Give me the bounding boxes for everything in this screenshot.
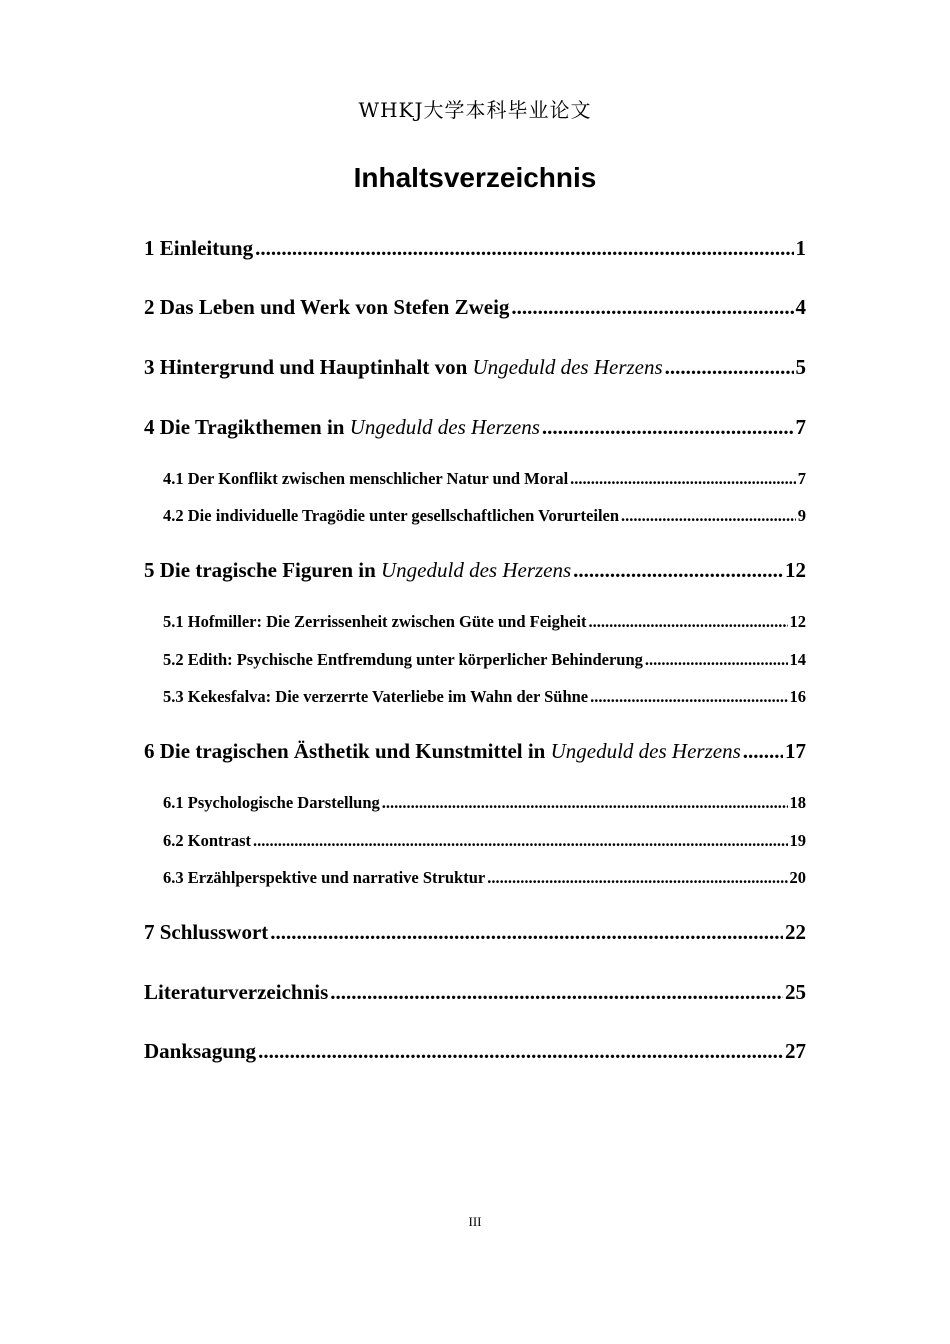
toc-page-number: 9: [797, 506, 806, 525]
toc-entry-title: [144, 295, 509, 320]
toc-page-number: 14: [789, 650, 806, 669]
toc-entry[interactable]: [163, 506, 806, 526]
page-number: III: [468, 1214, 482, 1229]
toc-entry-label: 4.2 Die individuelle Tragödie unter gesellschaftlichen Vorurteilen: [163, 506, 620, 525]
toc-leader-dots: [573, 558, 783, 583]
toc-entry-label: 5 Die tragische Figuren in: [144, 558, 382, 582]
toc-entry-label: 7 Schlusswort: [144, 920, 269, 944]
toc-page-number: 18: [789, 793, 806, 812]
toc-entry-title: [163, 469, 568, 489]
toc-leader-dots: [511, 295, 793, 320]
toc-entry[interactable]: [163, 868, 806, 888]
toc-entry[interactable]: [163, 831, 806, 851]
toc-entry[interactable]: [163, 650, 806, 670]
toc-entry[interactable]: [163, 469, 806, 489]
toc-entry-label: 6.1 Psychologische Darstellung: [163, 793, 380, 812]
toc-leader-dots: [743, 739, 783, 764]
toc-entry-title: [163, 793, 380, 813]
toc-entry-title: [144, 355, 663, 380]
toc-entry-title: [144, 1039, 256, 1064]
toc-entry[interactable]: [144, 1039, 806, 1064]
toc-leader-dots: [570, 469, 796, 489]
toc-entry-label: 1 Einleitung: [144, 236, 254, 260]
toc-entry-label: 6.3 Erzählperspektive und narrative Struktur: [163, 868, 486, 887]
toc-leader-dots: [665, 355, 794, 380]
toc-entry[interactable]: [144, 355, 806, 380]
toc-leader-dots: [330, 980, 783, 1005]
toc-page-number: 4: [795, 295, 806, 319]
toc-leader-dots: [590, 687, 787, 707]
toc-entry-title: [163, 650, 643, 670]
toc-entry-title: [163, 831, 251, 851]
toc-entry[interactable]: [144, 415, 806, 440]
toc-entry[interactable]: [163, 612, 806, 632]
toc-entry-title: [144, 558, 571, 583]
toc-entry-title: [163, 506, 619, 526]
toc-leader-dots: [382, 793, 788, 813]
toc-page-number: 27: [785, 1039, 806, 1063]
toc-entry-title: [144, 920, 268, 945]
toc-entry-label: 5.2 Edith: Psychische Entfremdung unter körperlicher Behinderung: [163, 650, 643, 669]
toc-entry-label: 5.3 Kekesfalva: Die verzerrte Vaterliebe im Wahn der Sühne: [163, 687, 589, 706]
toc-entry-label: 5.1 Hofmiller: Die Zerrissenheit zwischen Güte und Feigheit: [163, 612, 587, 631]
toc-leader-dots: [258, 1039, 783, 1064]
page-title: Inhaltsverzeichnis: [353, 162, 597, 193]
toc-leader-dots: [270, 920, 783, 945]
toc-entry-italic-title: Ungeduld des Herzens: [472, 355, 663, 379]
toc-entry[interactable]: [144, 920, 806, 945]
toc-entry-label: 6.2 Kontrast: [163, 831, 251, 850]
toc-entry-label: Danksagung: [144, 1039, 257, 1063]
toc-entry-label: 3 Hintergrund und Hauptinhalt von: [144, 355, 473, 379]
toc-entry-italic-title: Ungeduld des Herzens: [381, 558, 572, 582]
toc-entry[interactable]: [144, 980, 806, 1005]
toc-entry[interactable]: [144, 295, 806, 320]
document-header: WHKJ大学本科毕业论文: [358, 98, 592, 122]
toc-entry[interactable]: [144, 236, 806, 261]
toc-entry[interactable]: [144, 558, 806, 583]
toc-entry-label: 2 Das Leben und Werk von Stefen Zweig: [144, 295, 510, 319]
toc-entry-label: Literaturverzeichnis: [144, 980, 329, 1004]
toc-entry-title: [163, 687, 588, 707]
toc-leader-dots: [588, 612, 787, 632]
toc-page-number: 7: [795, 415, 806, 439]
toc-leader-dots: [253, 831, 788, 851]
toc-entry-italic-title: Ungeduld des Herzens: [349, 415, 540, 439]
toc-leader-dots: [487, 868, 787, 888]
toc-page-number: 5: [795, 355, 806, 379]
toc-page-number: 25: [785, 980, 806, 1004]
toc-entry[interactable]: [144, 739, 806, 764]
toc-entry[interactable]: [163, 687, 806, 707]
toc-entry-italic-title: Ungeduld des Herzens: [550, 739, 741, 763]
toc-leader-dots: [621, 506, 796, 526]
toc-page-number: 19: [789, 831, 806, 850]
toc-page-number: 12: [785, 558, 806, 582]
toc-leader-dots: [255, 236, 793, 261]
toc-entry-title: [163, 612, 586, 632]
toc-page-number: 20: [789, 868, 806, 887]
toc-entry-title: [144, 236, 253, 261]
toc-leader-dots: [645, 650, 788, 670]
toc-entry-title: [163, 868, 485, 888]
toc-entry-label: 4.1 Der Konflikt zwischen menschlicher Natur und Moral: [163, 469, 569, 488]
toc-leader-dots: [542, 415, 794, 440]
toc-page-number: 22: [785, 920, 806, 944]
toc-entry-title: [144, 415, 540, 440]
toc-page-number: 16: [789, 687, 806, 706]
toc-page-number: 7: [797, 469, 806, 488]
toc-entry-label: 4 Die Tragikthemen in: [144, 415, 350, 439]
toc-page-number: 17: [785, 739, 806, 763]
toc-page-number: 1: [795, 236, 806, 260]
toc-entry-title: [144, 739, 741, 764]
toc-entry-label: 6 Die tragischen Ästhetik und Kunstmittel in: [144, 739, 551, 763]
toc-entry[interactable]: [163, 793, 806, 813]
toc-entry-title: [144, 980, 328, 1005]
toc-page-number: 12: [789, 612, 806, 631]
